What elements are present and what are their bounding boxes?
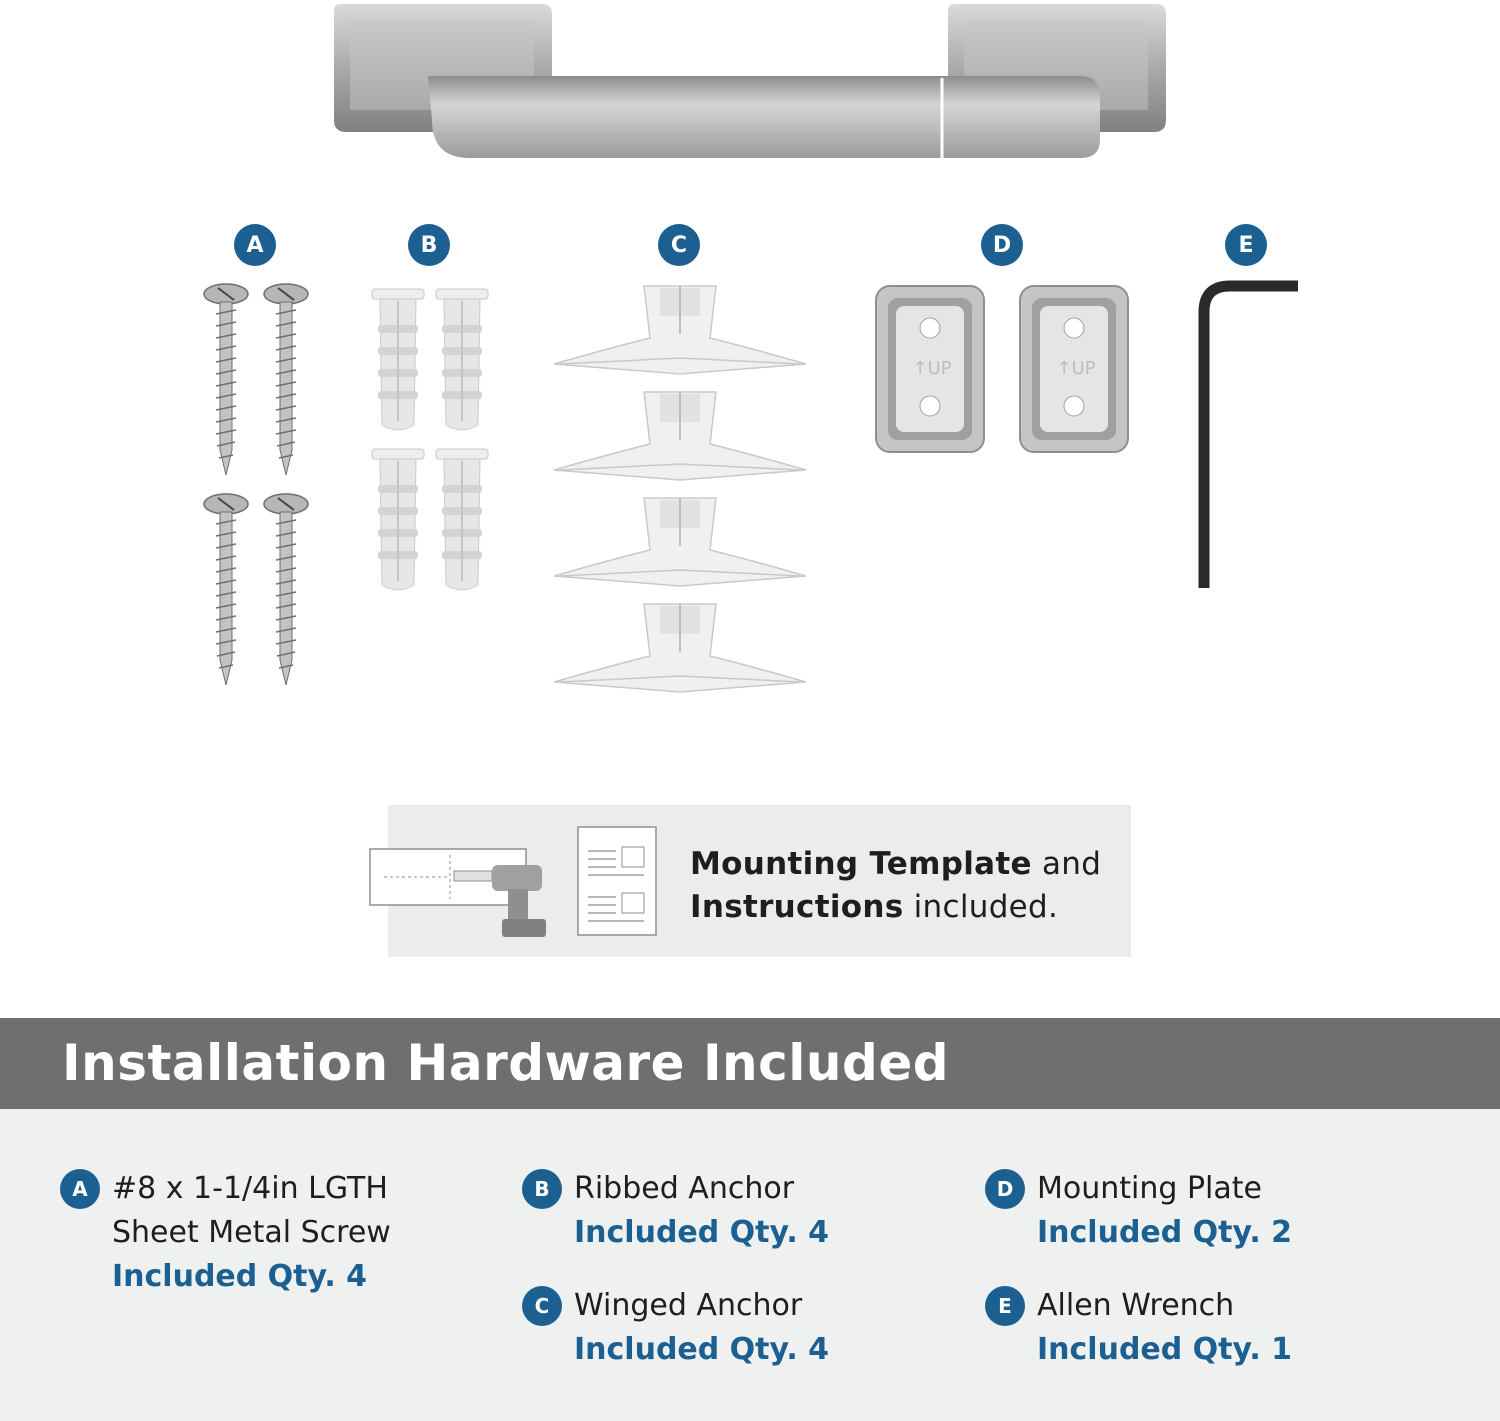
list-item-a [112, 1167, 391, 1299]
list-badge-b: B [522, 1169, 562, 1209]
item-name: Allen Wrench [1037, 1288, 1235, 1323]
mounting-plate-icon [870, 282, 1135, 457]
item-qty: Included Qty. 4 [574, 1215, 830, 1250]
list-item-c [574, 1284, 829, 1372]
list-badge-a: A [60, 1169, 100, 1209]
item-name: Ribbed Anchor [574, 1171, 795, 1206]
badge-a: A [234, 224, 276, 266]
list-item-e [1037, 1284, 1292, 1372]
list-badge-d: D [985, 1169, 1025, 1209]
winged-anchor-icon [550, 282, 810, 702]
section-header [0, 1018, 1500, 1109]
instructions-document-icon [576, 825, 658, 937]
list-badge-e: E [985, 1286, 1025, 1326]
item-qty: Included Qty. 1 [1037, 1332, 1293, 1367]
badge-e: E [1225, 224, 1267, 266]
item-name: Winged Anchor [574, 1288, 803, 1323]
hardware-list-panel [0, 1109, 1500, 1421]
ribbed-anchor-icon [368, 285, 498, 600]
badge-d: D [981, 224, 1023, 266]
item-qty: Included Qty. 4 [574, 1332, 830, 1367]
allen-wrench-icon [1186, 278, 1306, 598]
drill-template-icon [366, 825, 556, 941]
section-title: Installation Hardware Included [62, 1034, 950, 1092]
svg-text:↑UP: ↑UP [912, 358, 952, 379]
list-item-b [574, 1167, 829, 1255]
item-name-line1: #8 x 1-1/4in LGTH [112, 1171, 388, 1206]
template-instructions-box [388, 805, 1131, 957]
badge-c: C [658, 224, 700, 266]
list-badge-c: C [522, 1286, 562, 1326]
list-item-d [1037, 1167, 1292, 1255]
item-qty: Included Qty. 4 [112, 1259, 368, 1294]
item-name: Mounting Plate [1037, 1171, 1262, 1206]
item-qty: Included Qty. 2 [1037, 1215, 1293, 1250]
badge-b: B [408, 224, 450, 266]
towel-bar-product-image [320, 0, 1180, 170]
template-instructions-text: Mounting Template and Instructions included. [690, 846, 1102, 925]
item-name-line2: Sheet Metal Screw [112, 1215, 391, 1250]
screw-icon [196, 280, 316, 700]
